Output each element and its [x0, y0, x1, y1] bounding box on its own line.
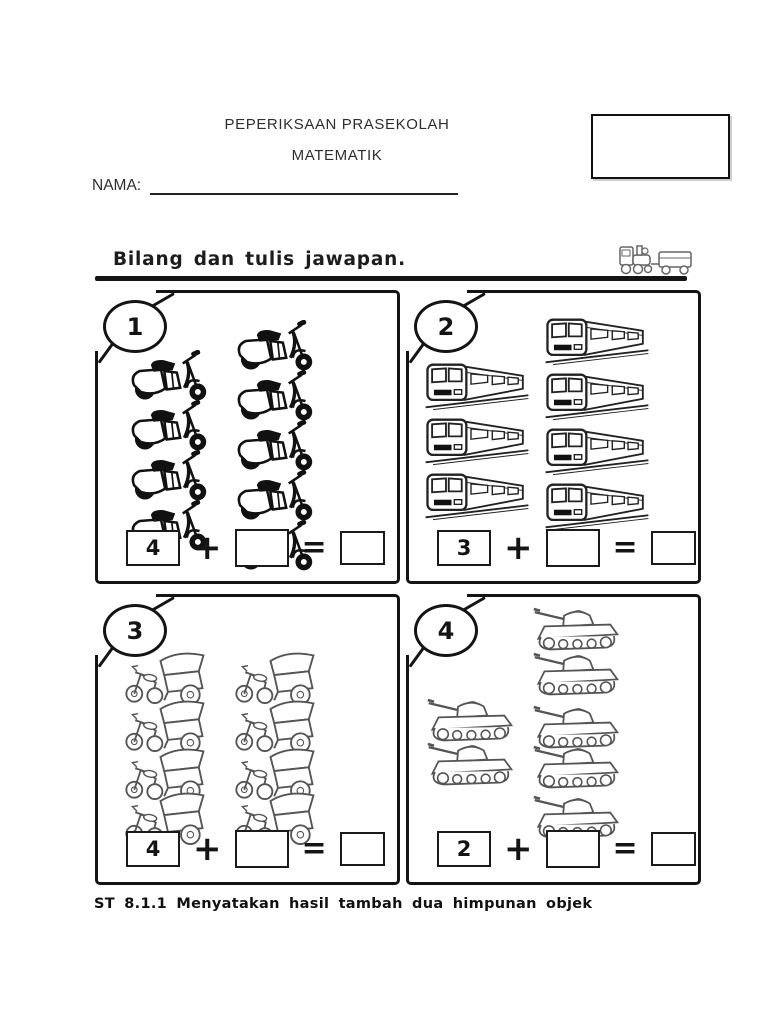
- tank-icon: [422, 740, 519, 788]
- scooter-icon: [124, 350, 218, 402]
- name-blank-line[interactable]: [150, 179, 458, 195]
- question-number: 2: [437, 312, 455, 341]
- plus-sign: +: [193, 528, 222, 568]
- title-block: [92, 116, 582, 164]
- first-addend-value: 4: [145, 536, 161, 560]
- second-addend-answer-box[interactable]: [235, 830, 289, 868]
- equals-sign: =: [612, 831, 638, 866]
- equation-row: [126, 529, 385, 567]
- equation-row: [126, 830, 385, 868]
- first-addend-box: [437, 831, 491, 867]
- question-panel-2: [406, 290, 701, 584]
- train-icon: [541, 426, 653, 476]
- first-addend-box: [437, 530, 491, 566]
- first-addend-value: 4: [145, 837, 161, 861]
- plus-sign: +: [504, 829, 533, 869]
- tank-icon: [528, 650, 625, 698]
- second-addend-answer-box[interactable]: [235, 529, 289, 567]
- scooter-icon: [230, 370, 324, 422]
- train-icon: [421, 361, 533, 411]
- second-addend-answer-box[interactable]: [546, 830, 600, 868]
- train-icon: [541, 316, 653, 366]
- question-panel-1: [95, 290, 400, 584]
- train-icon: [541, 481, 653, 531]
- train-icon: [541, 371, 653, 421]
- toy-train-icon: [617, 238, 697, 278]
- name-label: NAMA:: [92, 177, 142, 194]
- sum-answer-box[interactable]: [340, 531, 385, 565]
- equation-row: [437, 529, 696, 567]
- subject-title: MATEMATIK: [291, 147, 383, 164]
- plus-sign: +: [193, 829, 222, 869]
- question-number: 3: [126, 616, 144, 645]
- question-number: 1: [126, 312, 144, 341]
- equals-sign: =: [301, 530, 327, 565]
- exam-title: PEPERIKSAAN PRASEKOLAH: [224, 116, 450, 133]
- name-row: [92, 177, 458, 195]
- tank-icon: [528, 605, 625, 653]
- sum-answer-box[interactable]: [340, 832, 385, 866]
- scooter-icon: [124, 450, 218, 502]
- tank-icon: [422, 696, 519, 744]
- tank-icon: [528, 743, 625, 791]
- heading-underline: [95, 276, 687, 281]
- score-box: [591, 114, 730, 179]
- equation-row: [437, 830, 696, 868]
- instruction-heading: Bilang dan tulis jawapan.: [113, 249, 406, 270]
- sum-answer-box[interactable]: [651, 832, 696, 866]
- first-addend-value: 3: [456, 536, 472, 560]
- question-panel-4: [406, 594, 701, 885]
- sum-answer-box[interactable]: [651, 531, 696, 565]
- train-icon: [421, 416, 533, 466]
- first-addend-box: [126, 831, 180, 867]
- scooter-icon: [124, 400, 218, 452]
- scooter-icon: [230, 320, 324, 372]
- first-addend-box: [126, 530, 180, 566]
- first-addend-value: 2: [456, 837, 472, 861]
- scooter-icon: [230, 470, 324, 522]
- question-panel-3: [95, 594, 400, 885]
- equals-sign: =: [612, 530, 638, 565]
- plus-sign: +: [504, 528, 533, 568]
- question-number: 4: [437, 616, 455, 645]
- scooter-icon: [230, 420, 324, 472]
- second-addend-answer-box[interactable]: [546, 529, 600, 567]
- standard-code-footer: ST 8.1.1 Menyatakan hasil tambah dua himpunan objek: [94, 896, 593, 912]
- equals-sign: =: [301, 831, 327, 866]
- train-icon: [421, 471, 533, 521]
